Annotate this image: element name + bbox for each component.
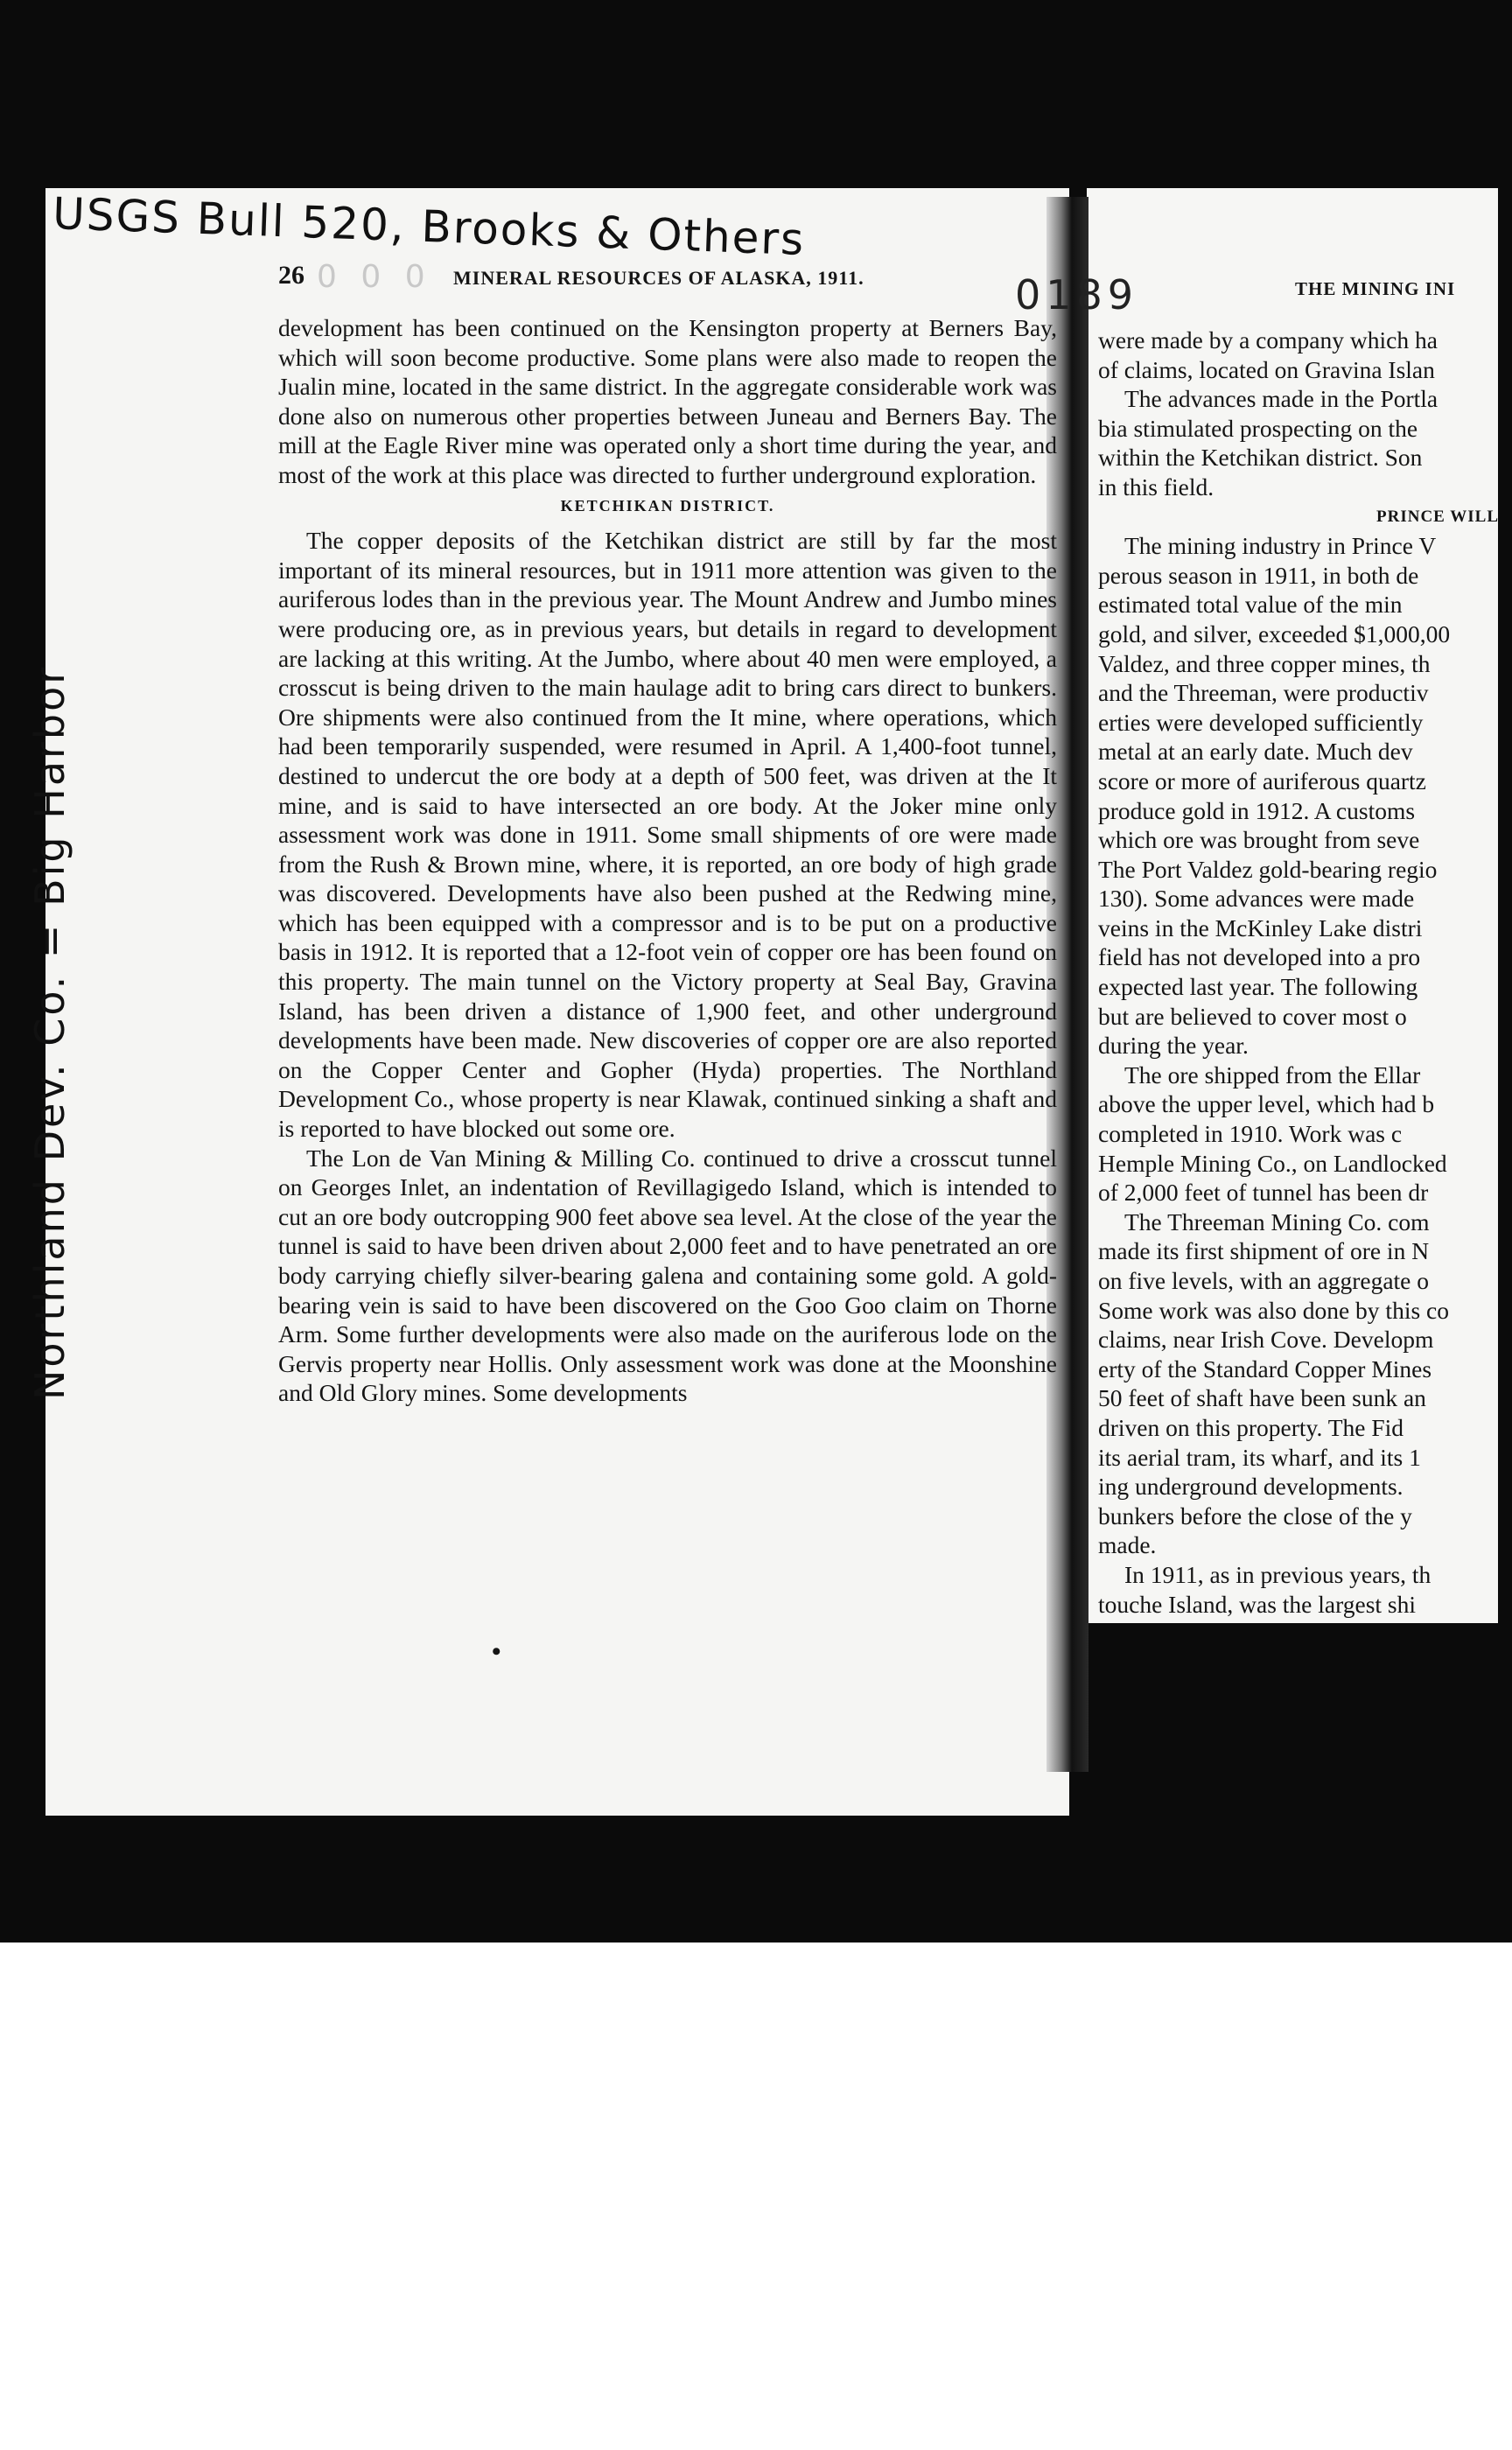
text-line: erties were developed sufficiently	[1098, 708, 1424, 736]
text-line: completed in 1910. Work was c	[1098, 1120, 1403, 1148]
text-line: score or more of auriferous quartz	[1098, 766, 1426, 794]
text-line: made.	[1098, 1531, 1157, 1559]
text-line: bunkers before the close of the y	[1098, 1502, 1412, 1530]
text-line: which ore was brought from seve	[1098, 826, 1420, 854]
ink-mark: •	[492, 1637, 501, 1666]
right-stamp: 0189	[1015, 271, 1139, 318]
running-head-left: MINERAL RESOURCES OF ALASKA, 1911.	[453, 267, 864, 289]
text-line: The Threeman Mining Co. com	[1124, 1208, 1430, 1236]
text-line: 50 feet of shaft have been sunk an	[1098, 1384, 1426, 1412]
text-line: Valdez, and three copper mines, th	[1098, 649, 1431, 677]
text-line: The advances made in the Portla	[1124, 385, 1438, 413]
text-line: above the upper level, which had b	[1098, 1090, 1435, 1118]
text-line: of 2,000 feet of tunnel has been dr	[1098, 1179, 1429, 1207]
text-line: The mining industry in Prince V	[1124, 532, 1437, 560]
paragraph: The copper deposits of the Ketchikan district are still by far the most important of its mineral resources, but in 1911 more attention was given to the auriferous lodes than in the previous year. The Mount Andrew and Jumbo mines were producing ore, as in previous years, but details in regard to development are lacking at this writing. At the Jumbo, where about 40 men were employed, a crosscut is being driven to the main haulage adit to bring cars direct to bunkers. Ore shipments were also continued from the It mine, where operations, which had been temporarily suspended, were resumed in April. A 1,400-foot tunnel, destined to undercut the ore body at a depth of 500 feet, was driven at the It mine, and is said to have intersected an ore body. At the Joker mine only assessment work was done in 1911. Some small shipments of ore were made from the Rush & Brown mine, where, it is reported, an ore body of high grade was discovered. Developments have also been pushed at the Redwing mine, which has been equipped with a compressor and is to be put on a productive basis in 1912. It is reported that a 12-foot vein of copper ore has been found on this property. The main tunnel on the Victory property at Seal Bay, Gravina Island, has been driven a distance of 1,900 feet, and other underground developments have been made. New discoveries of copper ore are also reported on the Copper Center and Gopher (Hyda) properties. The Northland Development Co., whose property is near Klawak, continued sinking a shaft and is reported to have blocked out some ore.	[278, 527, 1057, 1143]
handwritten-margin-note: Northland Dev. Co. = Big Harbor	[26, 664, 74, 1400]
text-line: touche Island, was the largest shi	[1098, 1590, 1417, 1618]
text-line: produce gold in 1912. A customs	[1098, 796, 1416, 824]
text-line: The ore shipped from the Ellar	[1124, 1060, 1421, 1088]
text-line: In 1911, as in previous years, th	[1124, 1560, 1432, 1588]
text-line: driven on this property. The Fid	[1098, 1413, 1404, 1441]
text-line: during the year.	[1098, 1032, 1249, 1060]
text-line: of claims, located on Gravina Islan	[1098, 355, 1435, 383]
text-line: on five levels, with an aggregate o	[1098, 1267, 1429, 1294]
section-heading: KETCHIKAN DISTRICT.	[560, 496, 775, 514]
text-line: made its first shipment of ore in N	[1098, 1237, 1430, 1265]
text-line: Hemple Mining Co., on Landlocked	[1098, 1149, 1447, 1177]
text-line: estimated total value of the min	[1098, 591, 1403, 619]
text-line: in this field.	[1098, 472, 1214, 500]
text-line: were made by a company which ha	[1098, 326, 1438, 354]
text-line: Some work was also done by this co	[1098, 1296, 1449, 1324]
text-line: its aerial tram, its wharf, and its 1	[1098, 1443, 1421, 1471]
left-stamp: 0 0 0	[317, 259, 432, 295]
section-heading: PRINCE WILL	[1376, 507, 1499, 526]
paragraph: development has been continued on the Kensington property at Berners Bay, which will soon become productive. Some plans were also made to reopen the Jualin mine, located in the same district. In the aggregate considerable work was done also on numerous other properties between Juneau and Berners Bay. The mill at the Eagle River mine was operated only a short time during the year, and most of the work at this place was directed to further underground exploration.	[278, 314, 1057, 488]
text-line: erty of the Standard Copper Mines	[1098, 1354, 1432, 1382]
text-line: perous season in 1911, in both de	[1098, 561, 1419, 589]
text-line: within the Ketchikan district. Son	[1098, 444, 1423, 472]
text-line: ing underground developments.	[1098, 1473, 1404, 1501]
handwritten-citation: USGS Bull 520, Brooks & Others	[52, 188, 807, 265]
text-line: The Port Valdez gold-bearing regio	[1098, 855, 1438, 883]
page-number: 26	[278, 261, 304, 290]
text-line: field has not developed into a pro	[1098, 943, 1421, 971]
right-page-body	[1098, 326, 1512, 1619]
text-line: bia stimulated prospecting on the	[1098, 414, 1418, 442]
running-head-right: THE MINING INI	[1295, 278, 1456, 299]
text-line: claims, near Irish Cove. Developm	[1098, 1326, 1434, 1354]
left-page-body	[278, 313, 1057, 1408]
paragraph: The Lon de Van Mining & Milling Co. continued to drive a crosscut tunnel on Georges Inlet, an indentation of Revillagigedo Island, which is intended to cut an ore body outcropping 900 feet above sea level. At the close of the year the tunnel is said to have been driven about 2,000 feet and to have penetrated an ore body carrying chiefly silver-bearing galena and containing some gold. A gold-bearing vein is said to have been discovered on the Goo Goo claim on Thorne Arm. Some further developments were also made on the auriferous lode on the Gervis property near Hollis. Only assessment work was done at the Moonshine and Old Glory mines. Some developments	[278, 1144, 1057, 1407]
text-line: expected last year. The following	[1098, 973, 1418, 1001]
text-line: metal at an early date. Much dev	[1098, 738, 1413, 766]
text-line: but are believed to cover most o	[1098, 1002, 1407, 1030]
text-line: gold, and silver, exceeded $1,000,00	[1098, 620, 1451, 648]
text-line: 130). Some advances were made	[1098, 885, 1415, 913]
text-line: and the Threeman, were productiv	[1098, 679, 1429, 707]
text-line: veins in the McKinley Lake distri	[1098, 914, 1423, 942]
